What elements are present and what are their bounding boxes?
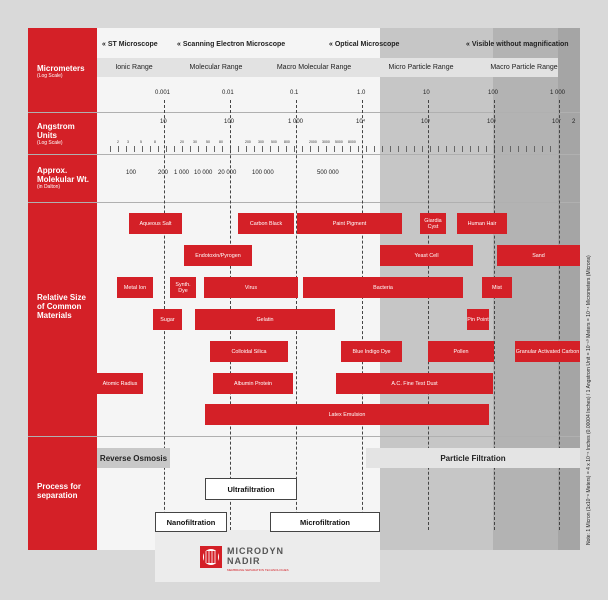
angstrom-minor: 8000 bbox=[348, 140, 356, 144]
chevron-left-icon: « bbox=[466, 41, 470, 48]
material-virus: Virus bbox=[204, 277, 298, 298]
material-yeast-cell: Yeast Cell bbox=[380, 245, 473, 266]
header-optical: « Optical Microscope bbox=[329, 41, 400, 48]
process-reverse-osmosis: Reverse Osmosis bbox=[97, 448, 170, 468]
material-gelatin: Gelatin bbox=[195, 309, 335, 330]
range-macro-particle: Macro Particle Range bbox=[490, 64, 558, 71]
material-bacteria: Bacteria bbox=[303, 277, 463, 298]
um-tick: 1.0 bbox=[357, 90, 366, 96]
angstrom-minor: 3 bbox=[127, 140, 129, 144]
row-label-molwt: Approx. Molekular Wt. (in Dalton) bbox=[37, 166, 90, 190]
angstrom-minor: 500 bbox=[271, 140, 277, 144]
range-molecular: Molecular Range bbox=[189, 64, 243, 71]
um-tick: 100 bbox=[488, 90, 499, 96]
molwt-tick: 200 bbox=[158, 170, 169, 176]
material-atomic-radius: Atomic Radius bbox=[97, 373, 143, 394]
angstrom-tick: 10⁶ bbox=[487, 119, 497, 125]
material-metal-ion: Metal Ion bbox=[117, 277, 153, 298]
header-st-microscope: « ST Microscope bbox=[102, 41, 158, 48]
material-paint-pigment: Paint Pigment bbox=[297, 213, 402, 234]
row-label-process: Process for separation bbox=[37, 482, 82, 500]
material-colloidal-silica: Colloidal Silica bbox=[210, 341, 288, 362]
material-blue-indigo: Blue Indigo Dye bbox=[341, 341, 402, 362]
material-human-hair: Human Hair bbox=[457, 213, 507, 234]
material-latex: Latex Emulsion bbox=[205, 404, 489, 425]
molwt-tick: 1 000 bbox=[174, 170, 190, 176]
logo-mark-icon bbox=[200, 546, 222, 568]
angstrom-minor: 200 bbox=[245, 140, 251, 144]
gridline bbox=[362, 100, 363, 530]
um-tick: 0.001 bbox=[155, 90, 171, 96]
angstrom-minor: 5000 bbox=[335, 140, 343, 144]
angstrom-minor: 8 bbox=[154, 140, 156, 144]
angstrom-ruler bbox=[110, 146, 558, 152]
range-micro-particle: Micro Particle Range bbox=[388, 64, 454, 71]
grey-band-edge bbox=[558, 28, 580, 550]
angstrom-tick: 1 000 bbox=[288, 119, 304, 125]
angstrom-minor: 5 bbox=[140, 140, 142, 144]
material-pollen: Pollen bbox=[428, 341, 494, 362]
row-divider bbox=[28, 154, 580, 155]
note-vertical: Note: 1 Micron (1x10⁻⁶ Meters) = 4 x 10⁻⁵ Inches (0.00004 Inches) / 1 Angstrom Unit = 10⁻¹⁰ Meters = 10⁻⁴ Micrometers (Microns) bbox=[586, 255, 592, 545]
material-synth-dye: Synth. Dye bbox=[170, 277, 196, 298]
material-carbon-black: Carbon Black bbox=[238, 213, 294, 234]
header-sem: « Scanning Electron Microscope bbox=[177, 41, 286, 48]
row-label-angstrom: Angstrom Units (Log Scale) bbox=[37, 122, 75, 146]
range-macromolecular: Macro Molecular Range bbox=[276, 64, 352, 71]
range-ionic: Ionic Range bbox=[115, 64, 153, 71]
angstrom-minor: 20 bbox=[180, 140, 184, 144]
angstrom-tick: 10⁵ bbox=[421, 119, 431, 125]
logo-tagline: MEMBRANE SEPARATION TECHNOLOGIES bbox=[227, 568, 289, 572]
material-giardia-cyst: Giardia Cyst bbox=[420, 213, 446, 234]
angstrom-minor: 30 bbox=[193, 140, 197, 144]
company-logo bbox=[200, 544, 350, 578]
angstrom-minor: 2 bbox=[117, 140, 119, 144]
material-albumin: Albumin Protein bbox=[213, 373, 293, 394]
process-particle-filtration: Particle Filtration bbox=[366, 448, 580, 468]
angstrom-minor: 3000 bbox=[322, 140, 330, 144]
left-label-column bbox=[28, 28, 97, 550]
material-endotoxin: Endotoxin/Pyrogen bbox=[184, 245, 252, 266]
molwt-tick: 10 000 bbox=[194, 170, 213, 176]
chevron-left-icon: « bbox=[177, 41, 181, 48]
row-label-materials: Relative Size of Common Materials bbox=[37, 293, 86, 320]
logo-name-1: MICRODYN bbox=[227, 546, 284, 556]
um-tick: 1 000 bbox=[550, 90, 566, 96]
angstrom-tick: 100 bbox=[224, 119, 235, 125]
chevron-left-icon: « bbox=[102, 41, 106, 48]
material-ac-test-dust: A.C. Fine Test Dust bbox=[336, 373, 493, 394]
angstrom-minor: 80 bbox=[219, 140, 223, 144]
angstrom-tick: 10 bbox=[160, 119, 167, 125]
molwt-tick: 500 000 bbox=[317, 170, 339, 176]
process-nanofiltration: Nanofiltration bbox=[155, 512, 227, 532]
um-tick: 10 bbox=[423, 90, 430, 96]
molwt-tick: 100 000 bbox=[252, 170, 274, 176]
angstrom-tick: 10⁴ bbox=[356, 119, 366, 125]
material-mist: Mist bbox=[482, 277, 512, 298]
material-aqueous-salt: Aqueous Salt bbox=[129, 213, 182, 234]
angstrom-minor: 800 bbox=[284, 140, 290, 144]
process-microfiltration: Microfiltration bbox=[270, 512, 380, 532]
material-pin-point: Pin Point bbox=[467, 309, 489, 330]
um-tick: 0.1 bbox=[290, 90, 299, 96]
angstrom-tick: 2 bbox=[572, 119, 576, 125]
process-ultrafiltration: Ultrafiltration bbox=[205, 478, 297, 500]
angstrom-minor: 300 bbox=[258, 140, 264, 144]
chevron-left-icon: « bbox=[329, 41, 333, 48]
material-gac: Granular Activated Carbon bbox=[515, 341, 580, 362]
row-divider bbox=[28, 202, 580, 203]
logo-name-2: NADIR bbox=[227, 556, 261, 566]
row-divider bbox=[28, 112, 580, 113]
um-tick: 0.01 bbox=[222, 90, 234, 96]
molwt-tick: 20 000 bbox=[218, 170, 237, 176]
molwt-tick: 100 bbox=[126, 170, 137, 176]
angstrom-minor: 50 bbox=[206, 140, 210, 144]
row-label-micrometers: Micrometers (Log Scale) bbox=[37, 64, 85, 79]
row-divider bbox=[28, 436, 580, 437]
material-sand: Sand bbox=[497, 245, 580, 266]
header-visible: « Visible without magnification bbox=[466, 41, 569, 48]
angstrom-minor: 2000 bbox=[309, 140, 317, 144]
material-sugar: Sugar bbox=[153, 309, 182, 330]
angstrom-tick: 10⁷ bbox=[552, 119, 561, 125]
